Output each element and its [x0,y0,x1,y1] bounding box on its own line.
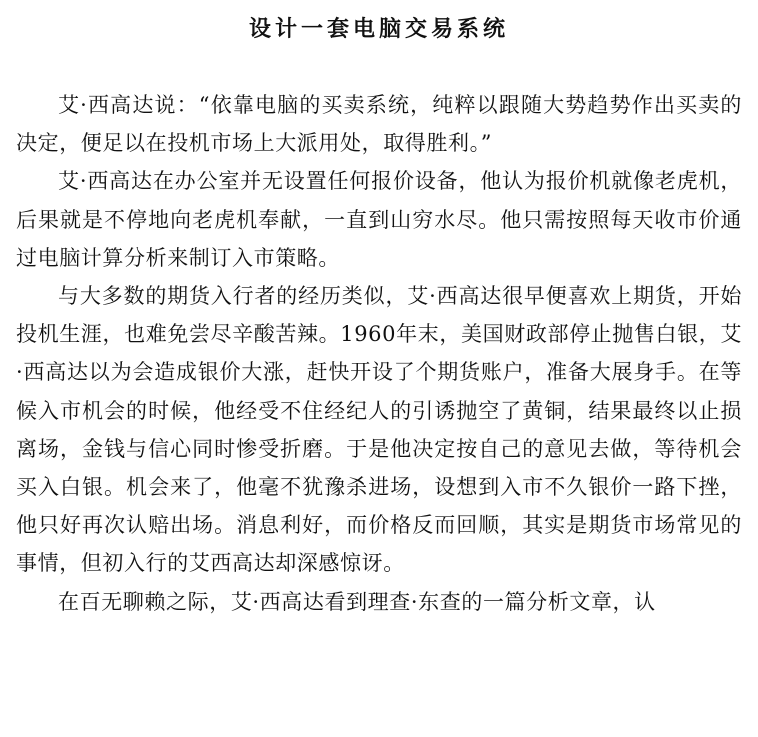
paragraph-3: 与大多数的期货入行者的经历类似，艾·西高达很早便喜欢上期货，开始投机生涯，也难免尝尽辛酸苦辣。1960年末，美国财政部停止抛售白银，艾·西高达以为会造成银价大涨，赶快开设了个期货账户，准备大展身手。在等候入市机会的时候，他经受不住经纪人的引诱抛空了黄铜，结果最终以止损离场，金钱与信心同时惨受折磨。于是他决定按自己的意见去做，等待机会买入白银。机会来了，他毫不犹豫杀进场，设想到入市不久银价一路下挫，他只好再次认赔出场。消息利好，而价格反而回顺，其实是期货市场常见的事情，但初入行的艾西高达却深感惊讶。 [16,284,742,576]
paragraph-4: 在百无聊赖之际，艾·西高达看到理查·东查的一篇分析文章，认 [58,589,656,614]
paragraph-2: 艾·西高达在办公室并无设置任何报价设备，他认为报价机就像老虎机，后果就是不停地向老虎机奉献，一直到山穷水尽。他只需按照每天收市价通过电脑计算分析来制订入市策略。 [16,169,742,270]
paragraph-1: 艾·西高达说：“依靠电脑的买卖系统，纯粹以跟随大势趋势作出买卖的决定，便足以在投机市场上大派用处，取得胜利。” [16,93,742,156]
document-title: 设计一套电脑交易系统 [248,17,509,42]
